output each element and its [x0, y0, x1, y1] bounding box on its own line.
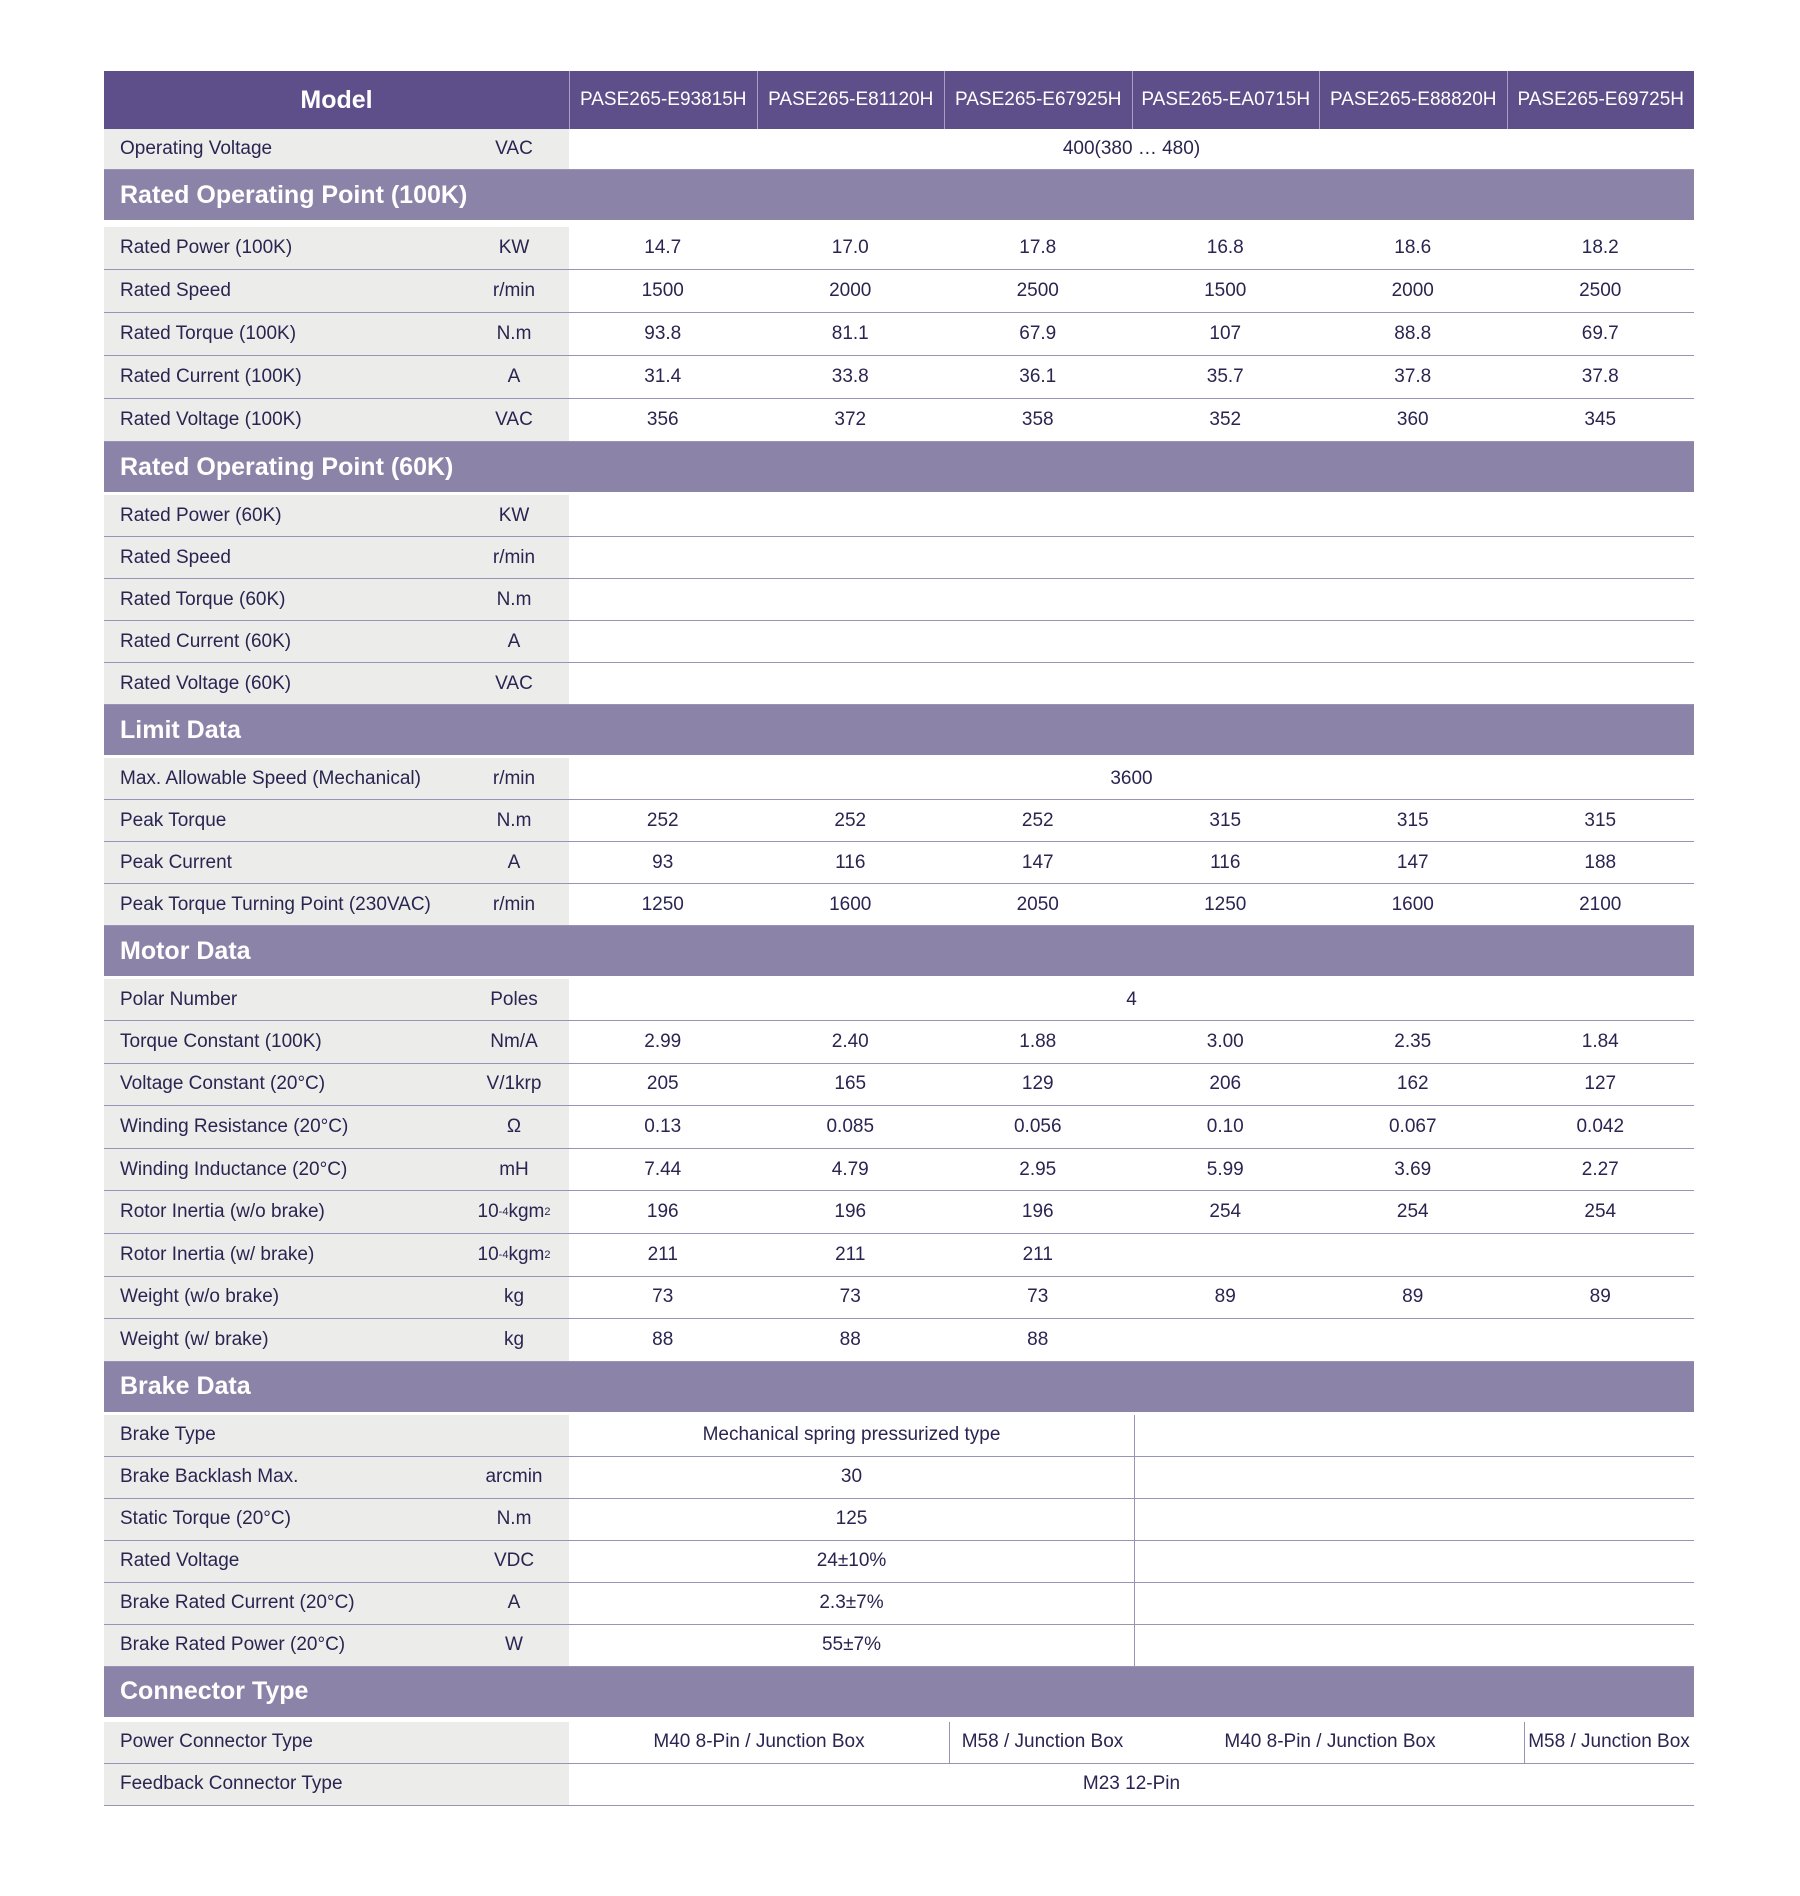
table-row — [104, 1625, 1694, 1667]
row-label: Rated Speed — [104, 537, 569, 578]
value-cell: 315 — [1396, 809, 1429, 831]
row-label: Rated Voltage (60K) — [104, 663, 569, 704]
value-cell: 188 — [1584, 851, 1617, 873]
section-header-brake: Brake Data — [104, 1362, 1694, 1412]
value-cell: 2500 — [1016, 280, 1059, 301]
value-cell: 89 — [1214, 1286, 1236, 1308]
row-label: Rated Voltage (100K) — [104, 399, 569, 441]
value-cell: 1600 — [829, 893, 872, 915]
value-cell: 1250 — [1204, 893, 1247, 915]
value-cell: 93 — [652, 851, 674, 873]
value-cell: 55±7% — [821, 1634, 882, 1656]
table-row — [104, 1722, 1694, 1764]
value-cell: 31.4 — [644, 366, 682, 387]
value-cell: 0.085 — [826, 1115, 875, 1137]
value-cell: 18.6 — [1394, 237, 1432, 258]
column-divider — [1134, 1583, 1135, 1624]
table-row — [104, 495, 1694, 537]
value-cell: 372 — [834, 409, 867, 430]
value-cell: 129 — [1021, 1073, 1054, 1095]
column-divider — [1134, 1457, 1135, 1498]
table-row — [104, 227, 1694, 270]
value-cell: 4.79 — [831, 1158, 869, 1180]
row-label: Rated Current (60K) — [104, 621, 569, 662]
value-cell: 2.99 — [644, 1030, 682, 1052]
row-label: Operating Voltage — [104, 129, 569, 169]
value-cell: 0.10 — [1206, 1115, 1244, 1137]
row-unit: Nm/A — [490, 1030, 538, 1052]
model-header-row — [104, 71, 1694, 129]
row-unit — [464, 1191, 564, 1233]
value-cell: 33.8 — [831, 366, 869, 387]
table-row — [104, 356, 1694, 399]
row-unit: r/min — [492, 767, 536, 789]
value-cell: 17.0 — [831, 237, 869, 258]
table-row — [104, 758, 1694, 800]
value-cell: 400(380 … 480) — [1062, 138, 1201, 159]
value-cell — [1507, 1319, 1695, 1361]
value-cell: 30 — [840, 1466, 863, 1488]
row-unit: mH — [499, 1158, 529, 1180]
value-cell: 206 — [1209, 1073, 1242, 1095]
row-label: Rated Torque (100K) — [104, 313, 569, 355]
unit-exponent: 2 — [544, 1206, 551, 1219]
table-row — [104, 1415, 1694, 1457]
table-row — [104, 399, 1694, 442]
value-cell: 1500 — [641, 280, 684, 301]
value-cell: 73 — [839, 1286, 861, 1308]
value-cell: 88.8 — [1394, 323, 1432, 344]
row-label: Peak Torque — [104, 800, 569, 841]
row-label: Brake Rated Current (20°C) — [104, 1583, 569, 1624]
value-cell: 3600 — [1110, 767, 1153, 789]
row-label: Weight (w/ brake) — [104, 1319, 569, 1361]
table-row — [104, 1277, 1694, 1320]
value-cell — [1132, 1234, 1320, 1276]
row-label: Polar Number — [104, 979, 569, 1020]
row-unit: A — [507, 630, 521, 652]
value-cell: M40 8-Pin / Junction Box — [653, 1731, 865, 1753]
model-column-header: PASE265-E81120H — [757, 71, 945, 129]
value-cell: 147 — [1396, 851, 1429, 873]
value-cell: 3.00 — [1206, 1030, 1244, 1052]
value-cell: 254 — [1396, 1201, 1429, 1223]
value-cell: 0.042 — [1576, 1115, 1625, 1137]
row-label: Power Connector Type — [104, 1722, 569, 1763]
value-cell: 360 — [1396, 409, 1429, 430]
column-divider — [1134, 1541, 1135, 1582]
value-cell: 1.84 — [1581, 1030, 1619, 1052]
value-cell: 116 — [835, 851, 866, 873]
row-label: Voltage Constant (20°C) — [104, 1064, 569, 1106]
row-unit: VAC — [495, 409, 533, 430]
table-row — [104, 1541, 1694, 1583]
value-cell: 3.69 — [1394, 1158, 1432, 1180]
table-row — [104, 1764, 1694, 1806]
value-cell: 2.95 — [1019, 1158, 1057, 1180]
value-cell: 1500 — [1204, 280, 1247, 301]
table-row — [104, 884, 1694, 926]
value-cell: 211 — [1022, 1243, 1053, 1265]
value-cell: 125 — [835, 1508, 868, 1530]
table-row — [104, 129, 1694, 170]
row-unit: N.m — [496, 323, 532, 344]
value-cell: 18.2 — [1581, 237, 1619, 258]
row-unit: KW — [498, 504, 530, 526]
value-cell: 315 — [1209, 809, 1242, 831]
row-label: Brake Rated Power (20°C) — [104, 1625, 569, 1666]
value-cell — [1319, 1234, 1507, 1276]
row-unit: V/1krp — [486, 1073, 542, 1095]
table-row — [104, 270, 1694, 313]
row-label: Rated Torque (60K) — [104, 579, 569, 620]
model-column-header: PASE265-E93815H — [569, 71, 757, 129]
value-cell: 4 — [1126, 988, 1137, 1010]
value-cell: 352 — [1209, 409, 1242, 430]
row-label: Weight (w/o brake) — [104, 1277, 569, 1319]
value-cell: 0.056 — [1013, 1115, 1062, 1137]
value-cell: 69.7 — [1581, 323, 1619, 344]
value-cell: 196 — [1021, 1201, 1054, 1223]
row-label: Peak Current — [104, 842, 569, 883]
row-unit: VDC — [493, 1550, 535, 1572]
row-label: Winding Inductance (20°C) — [104, 1149, 569, 1191]
table-row — [104, 1583, 1694, 1625]
value-cell — [1507, 1234, 1695, 1276]
value-cell: 17.8 — [1019, 237, 1057, 258]
row-unit: VAC — [495, 672, 533, 694]
row-unit: r/min — [492, 893, 536, 915]
table-row — [104, 1106, 1694, 1149]
row-label: Rotor Inertia (w/ brake) — [104, 1234, 569, 1276]
value-cell: 89 — [1589, 1286, 1611, 1308]
table-row — [104, 842, 1694, 884]
table-row — [104, 537, 1694, 579]
value-cell: 2.3±7% — [819, 1592, 884, 1614]
column-divider — [1134, 1499, 1135, 1540]
table-row — [104, 1021, 1694, 1064]
unit-rest: kgm — [508, 1201, 545, 1223]
column-divider — [1134, 1415, 1135, 1456]
table-row — [104, 579, 1694, 621]
unit-rest: kgm — [508, 1243, 545, 1265]
value-cell: 2050 — [1016, 893, 1059, 915]
table-row — [104, 1149, 1694, 1192]
table-row — [104, 1499, 1694, 1541]
unit-exponent: -4 — [498, 1248, 509, 1261]
value-cell: 2.27 — [1581, 1158, 1619, 1180]
value-cell: 358 — [1021, 409, 1054, 430]
value-cell: 88 — [839, 1328, 861, 1350]
section-header-connector: Connector Type — [104, 1667, 1694, 1717]
section-header-rated_60k: Rated Operating Point (60K) — [104, 442, 1694, 492]
row-label: Feedback Connector Type — [104, 1764, 569, 1805]
value-cell: 252 — [646, 809, 679, 831]
column-divider — [1524, 1722, 1525, 1763]
row-label: Rated Current (100K) — [104, 356, 569, 398]
value-cell: M58 / Junction Box — [961, 1731, 1124, 1753]
value-cell: 107 — [1209, 323, 1242, 344]
value-cell: 37.8 — [1581, 366, 1619, 387]
table-row — [104, 800, 1694, 842]
column-divider — [949, 1722, 950, 1763]
value-cell: 356 — [646, 409, 679, 430]
value-cell: 24±10% — [816, 1550, 887, 1572]
unit-base: 10 — [477, 1201, 499, 1223]
section-header-rated_100k: Rated Operating Point (100K) — [104, 170, 1694, 220]
row-label: Winding Resistance (20°C) — [104, 1106, 569, 1148]
value-cell: 345 — [1584, 409, 1617, 430]
value-cell: M40 8-Pin / Junction Box — [1224, 1731, 1436, 1753]
unit-exponent: 2 — [544, 1248, 551, 1261]
model-column-header: PASE265-E88820H — [1319, 71, 1507, 129]
section-header-limit: Limit Data — [104, 705, 1694, 755]
value-cell: 2000 — [1391, 280, 1434, 301]
value-cell: 252 — [834, 809, 867, 831]
value-cell: 89 — [1402, 1286, 1424, 1308]
value-cell: 2100 — [1579, 893, 1622, 915]
value-cell: 7.44 — [644, 1158, 682, 1180]
table-row — [104, 621, 1694, 663]
value-cell: 93.8 — [644, 323, 682, 344]
unit-exponent: -4 — [498, 1206, 509, 1219]
model-column-header: PASE265-E67925H — [944, 71, 1132, 129]
row-unit: arcmin — [485, 1466, 543, 1488]
value-cell: 0.067 — [1388, 1115, 1437, 1137]
row-unit: N.m — [496, 588, 532, 610]
value-cell — [1132, 1319, 1320, 1361]
table-row — [104, 1457, 1694, 1499]
value-cell: M23 12-Pin — [1082, 1773, 1181, 1795]
row-unit: Poles — [490, 988, 538, 1010]
row-unit: KW — [498, 237, 530, 258]
row-unit: A — [507, 1592, 521, 1614]
value-cell: 36.1 — [1019, 366, 1057, 387]
table-row — [104, 1191, 1694, 1234]
value-cell: 315 — [1584, 809, 1617, 831]
value-cell: 211 — [647, 1243, 678, 1265]
column-divider — [1134, 1625, 1135, 1666]
value-cell: 16.8 — [1206, 237, 1244, 258]
value-cell: 2000 — [829, 280, 872, 301]
model-label: Model — [300, 85, 373, 114]
value-cell: 196 — [834, 1201, 867, 1223]
row-unit: r/min — [492, 280, 536, 301]
model-column-header: PASE265-EA0715H — [1132, 71, 1320, 129]
value-cell: 254 — [1209, 1201, 1242, 1223]
value-cell: 147 — [1021, 851, 1054, 873]
unit-base: 10 — [477, 1243, 499, 1265]
row-unit — [464, 1234, 564, 1276]
row-unit: VAC — [495, 138, 533, 159]
value-cell: 2500 — [1579, 280, 1622, 301]
row-unit: A — [507, 851, 521, 873]
value-cell: 116 — [1210, 851, 1241, 873]
row-label: Torque Constant (100K) — [104, 1021, 569, 1063]
value-cell: 1600 — [1391, 893, 1434, 915]
row-label: Rated Speed — [104, 270, 569, 312]
row-unit: A — [507, 366, 521, 387]
value-cell: 162 — [1396, 1073, 1429, 1095]
value-cell: 0.13 — [644, 1115, 682, 1137]
value-cell: 165 — [834, 1073, 867, 1095]
row-unit: r/min — [492, 546, 536, 568]
table-row — [104, 979, 1694, 1021]
row-label: Static Torque (20°C) — [104, 1499, 569, 1540]
value-cell: 88 — [652, 1328, 674, 1350]
model-column-header: PASE265-E69725H — [1507, 71, 1695, 129]
value-cell: 14.7 — [644, 237, 682, 258]
value-cell: 35.7 — [1206, 366, 1244, 387]
row-label: Rated Power (60K) — [104, 495, 569, 536]
section-header-motor: Motor Data — [104, 926, 1694, 976]
table-row — [104, 313, 1694, 356]
value-cell: 37.8 — [1394, 366, 1432, 387]
row-label: Peak Torque Turning Point (230VAC) — [104, 884, 569, 925]
value-cell: 88 — [1027, 1328, 1049, 1350]
value-cell: 81.1 — [831, 323, 869, 344]
table-row — [104, 1234, 1694, 1277]
value-cell: 252 — [1021, 809, 1054, 831]
row-label: Rotor Inertia (w/o brake) — [104, 1191, 569, 1233]
value-cell: 1250 — [641, 893, 684, 915]
value-cell: 73 — [652, 1286, 674, 1308]
table-row — [104, 1319, 1694, 1362]
row-unit: Ω — [506, 1115, 522, 1137]
value-cell: 2.35 — [1394, 1030, 1432, 1052]
row-unit: N.m — [496, 809, 532, 831]
value-cell: 2.40 — [831, 1030, 869, 1052]
value-cell: 1.88 — [1019, 1030, 1057, 1052]
row-label: Rated Power (100K) — [104, 227, 569, 269]
row-unit: kg — [503, 1328, 525, 1350]
row-unit: W — [505, 1634, 523, 1656]
row-label: Brake Type — [104, 1415, 569, 1456]
row-unit — [464, 1415, 564, 1456]
table-row — [104, 1064, 1694, 1107]
row-unit: kg — [503, 1286, 525, 1308]
value-cell: 254 — [1584, 1201, 1617, 1223]
table-row — [104, 663, 1694, 705]
row-label: Rated Voltage — [104, 1541, 569, 1582]
value-cell: M58 / Junction Box — [1528, 1731, 1690, 1753]
row-label: Brake Backlash Max. — [104, 1457, 569, 1498]
value-cell — [1319, 1319, 1507, 1361]
value-cell: 211 — [835, 1243, 866, 1265]
value-cell: 73 — [1027, 1286, 1049, 1308]
value-cell: 127 — [1584, 1073, 1617, 1095]
row-label: Max. Allowable Speed (Mechanical) — [104, 758, 569, 799]
value-cell: Mechanical spring pressurized type — [702, 1424, 1001, 1446]
value-cell: 205 — [646, 1073, 679, 1095]
row-unit: N.m — [496, 1508, 532, 1530]
value-cell: 196 — [646, 1201, 679, 1223]
value-cell: 5.99 — [1206, 1158, 1244, 1180]
value-cell: 67.9 — [1019, 323, 1057, 344]
